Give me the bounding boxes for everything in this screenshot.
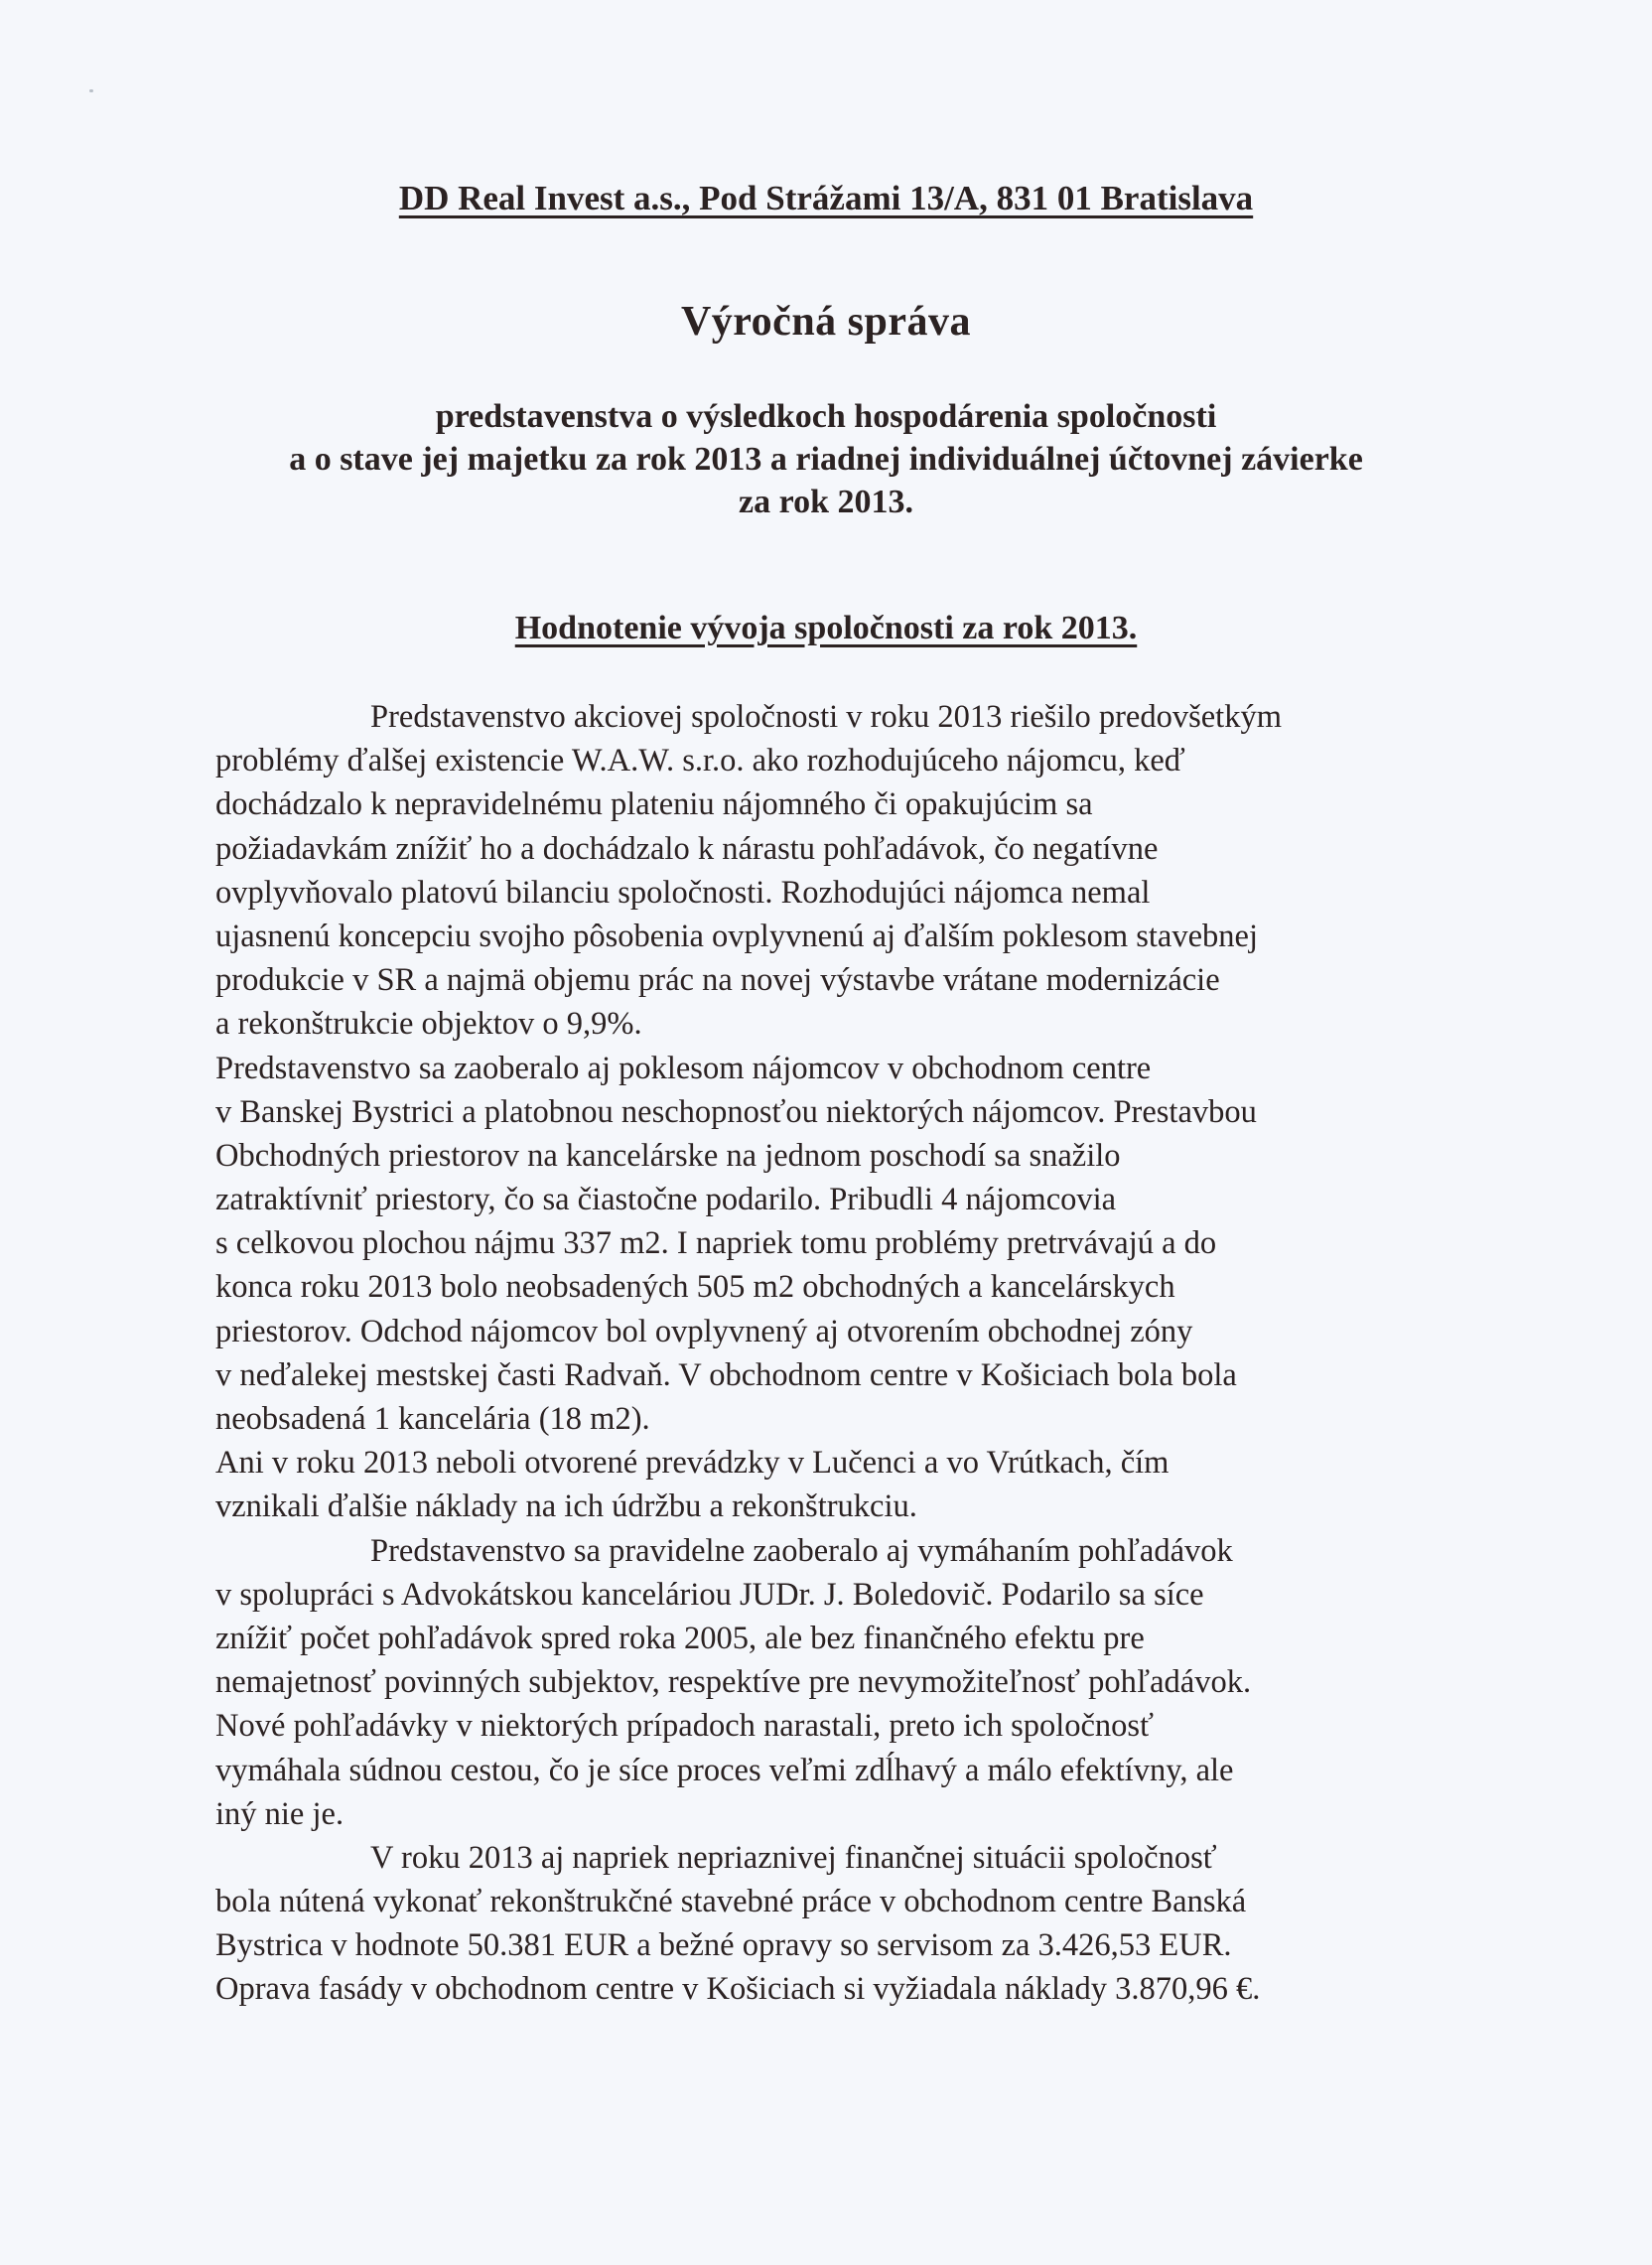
body-line: v spolupráci s Advokátskou kanceláriou JUDr. J. Boledovič. Podarilo sa síce bbox=[215, 1576, 1204, 1613]
body-line: V roku 2013 aj napriek nepriaznivej finančnej situácii spoločnosť bbox=[370, 1839, 1217, 1876]
body-line: problémy ďalšej existencie W.A.W. s.r.o. ako rozhodujúceho nájomcu, keď bbox=[215, 743, 1185, 779]
subtitle-line: za rok 2013. bbox=[739, 484, 913, 520]
body-line: Bystrica v hodnote 50.381 EUR a bežné opravy so servisom za 3.426,53 EUR. bbox=[215, 1927, 1232, 1964]
body-line: Obchodných priestorov na kancelárske na jednom poschodí sa snažilo bbox=[215, 1137, 1121, 1174]
body-line: neobsadená 1 kancelária (18 m2). bbox=[215, 1401, 650, 1437]
document-subtitle bbox=[0, 395, 1652, 523]
section-heading: Hodnotenie vývoja spoločnosti za rok 2013. bbox=[514, 610, 1138, 646]
body-line: zatraktívniť priestory, čo sa čiastočne podarilo. Pribudli 4 nájomcovia bbox=[215, 1182, 1117, 1218]
body-line: požiadavkám znížiť ho a dochádzalo k nárastu pohľadávok, čo negatívne bbox=[215, 830, 1159, 867]
body-line: ovplyvňovalo platovú bilanciu spoločnosti. Rozhodujúci nájomca nemal bbox=[215, 874, 1151, 911]
document-title: Výročná správa bbox=[680, 299, 972, 345]
body-line: Predstavenstvo akciovej spoločnosti v roku 2013 riešilo predovšetkým bbox=[370, 699, 1282, 735]
body-line: Oprava fasády v obchodnom centre v Košiciach si vyžiadala náklady 3.870,96 €. bbox=[215, 1971, 1261, 2008]
body-line: ujasnenú koncepciu svojho pôsobenia ovplyvnenú aj ďalším poklesom stavebnej bbox=[215, 918, 1258, 954]
body-line: Ani v roku 2013 neboli otvorené prevádzky v Lučenci a vo Vrútkach, čím bbox=[215, 1445, 1170, 1482]
body-line: vznikali ďalšie náklady na ich údržbu a rekonštrukciu. bbox=[215, 1488, 917, 1525]
subtitle-line: a o stave jej majetku za rok 2013 a riadnej individuálnej účtovnej závierke bbox=[289, 441, 1363, 478]
subtitle-line: predstavenstva o výsledkoch hospodárenia spoločnosti bbox=[435, 398, 1217, 435]
body-line: Predstavenstvo sa zaoberalo aj poklesom nájomcov v obchodnom centre bbox=[215, 1050, 1152, 1086]
body-line: priestorov. Odchod nájomcov bol ovplyvnený aj otvorením obchodnej zóny bbox=[215, 1313, 1193, 1349]
body-line: bola nútená vykonať rekonštrukčné stavebné práce v obchodnom centre Banská bbox=[215, 1884, 1247, 1920]
body-line: v Banskej Bystrici a platobnou neschopnosťou niektorých nájomcov. Prestavbou bbox=[215, 1093, 1257, 1130]
body-text bbox=[215, 695, 1282, 2012]
body-line: konca roku 2013 bolo neobsadených 505 m2 obchodných a kancelárskych bbox=[215, 1269, 1175, 1306]
body-line: iný nie je. bbox=[215, 1795, 344, 1832]
body-line: produkcie v SR a najmä objemu prác na novej výstavbe vrátane modernizácie bbox=[215, 962, 1220, 999]
body-line: nemajetnosť povinných subjektov, respektíve pre nevymožiteľnosť pohľadávok. bbox=[215, 1664, 1252, 1701]
scan-speck bbox=[89, 89, 93, 92]
body-line: Predstavenstvo sa pravidelne zaoberalo aj vymáhaním pohľadávok bbox=[370, 1532, 1233, 1569]
body-line: Nové pohľadávky v niektorých prípadoch narastali, preto ich spoločnosť bbox=[215, 1708, 1154, 1745]
body-line: s celkovou plochou nájmu 337 m2. I napriek tomu problémy pretrvávajú a do bbox=[215, 1225, 1217, 1262]
body-line: a rekonštrukcie objektov o 9,9%. bbox=[215, 1006, 642, 1043]
body-line: vymáhala súdnou cestou, čo je síce proces veľmi zdĺhavý a málo efektívny, ale bbox=[215, 1752, 1234, 1788]
body-line: znížiť počet pohľadávok spred roka 2005, ale bez finančného efektu pre bbox=[215, 1620, 1145, 1656]
body-line: dochádzalo k nepravidelnému plateniu nájomného či opakujúcim sa bbox=[215, 786, 1093, 823]
company-address-header: DD Real Invest a.s., Pod Strážami 13/A, 831 01 Bratislava bbox=[398, 179, 1254, 217]
body-line: v neďalekej mestskej časti Radvaň. V obchodnom centre v Košiciach bola bola bbox=[215, 1356, 1237, 1393]
